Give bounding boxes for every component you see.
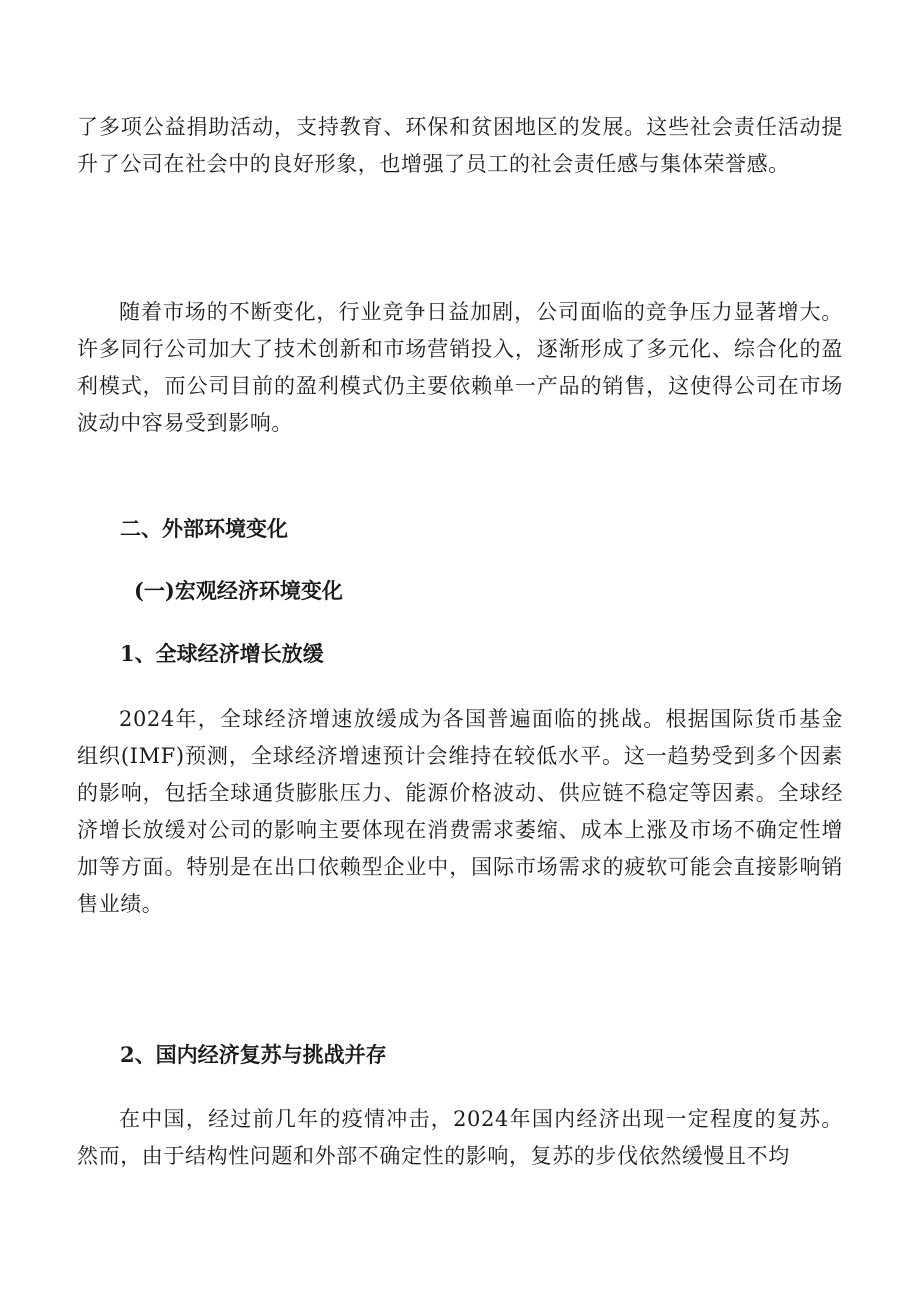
paragraph-social-responsibility: 了多项公益捐助活动，支持教育、环保和贫困地区的发展。这些社会责任活动提升了公司在社会中的良好形象，也增强了员工的社会责任感与集体荣誉感。 <box>77 115 843 176</box>
item-heading-global-slowdown: 1、全球经济增长放缓 <box>120 641 324 666</box>
item-heading-domestic-recovery: 2、国内经济复苏与挑战并存 <box>120 1042 387 1067</box>
subsection-heading-macroeconomy: (一)宏观经济环境变化 <box>134 578 343 603</box>
section-heading-external-environment: 二、外部环境变化 <box>120 517 288 541</box>
paragraph-global-economy: 2024年，全球经济增速放缓成为各国普遍面临的挑战。根据国际货币基金组织(IMF)预测，全球经济增速预计会维持在较低水平。这一趋势受到多个因素的影响，包括全球通货膨胀压力、能源价格波动、供应链不稳定等因素。全球经济增长放缓对公司的影响主要体现在消费需求萎缩、成本上涨及市场不确定性增加等方面。特别是在出口依赖型企业中，国际市场需求的疲软可能会直接影响销售业绩。 <box>77 707 843 916</box>
paragraph-market-competition: 随着市场的不断变化，行业竞争日益加剧，公司面临的竞争压力显著增大。许多同行公司加大了技术创新和市场营销投入，逐渐形成了多元化、综合化的盈利模式，而公司目前的盈利模式仍主要依赖单一产品的销售，这使得公司在市场波动中容易受到影响。 <box>77 300 843 435</box>
paragraph-domestic-economy: 在中国，经过前几年的疫情冲击，2024年国内经济出现一定程度的复苏。然而，由于结构性问题和外部不确定性的影响，复苏的步伐依然缓慢且不均 <box>77 1107 843 1168</box>
